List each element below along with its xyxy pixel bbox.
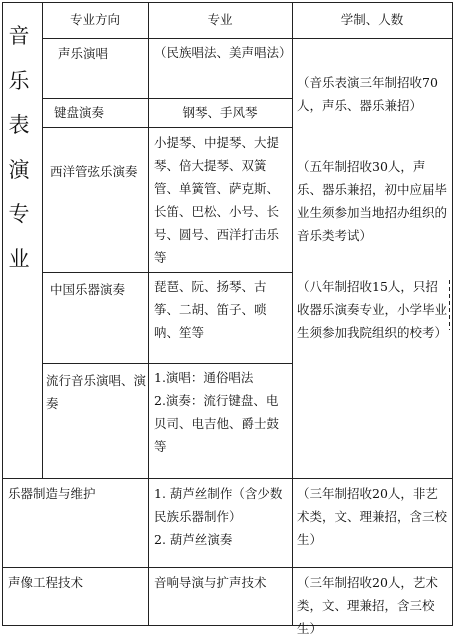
major-keyboard: 钢琴、手风琴: [182, 105, 258, 120]
note-eight-year: （八年制招收15人，只招收器乐演奏专业，小学毕业生须参加我院组织的校考）: [297, 279, 448, 340]
header-major: 专业: [207, 12, 233, 27]
direction-chinese: 中国乐器演奏: [50, 282, 126, 297]
header-duration: 学制、人数: [340, 12, 404, 27]
header-direction: 专业方向: [69, 12, 120, 27]
vertical-char: 专: [8, 202, 30, 226]
note-five-year: （五年制招收30人，声乐、器乐兼招，初中应届毕业生须参加当地招办组织的音乐类考试）: [297, 159, 448, 243]
major-pop: 1.演唱：通俗唱法 2.演奏：流行键盘、电贝司、电吉他、爵士鼓等: [154, 370, 280, 454]
dashed-marker: [449, 280, 450, 330]
instrument-major: 1. 葫芦丝制作（含少数民族乐器制作） 2. 葫芦丝演奏: [154, 486, 283, 547]
instrument-duration: （三年制招收20人，非艺术类，文、理兼招，含三校生）: [297, 486, 448, 547]
column-divider: [292, 2, 293, 626]
direction-pop: 流行音乐演唱、演奏: [46, 373, 147, 411]
vertical-char: 业: [8, 246, 30, 271]
direction-vocal: 声乐演唱: [58, 46, 109, 61]
note-three-year: （音乐表演三年制招收70人，声乐、器乐兼招）: [297, 75, 438, 113]
vertical-char: 表: [8, 113, 30, 137]
row-divider: [42, 98, 292, 99]
direction-keyboard: 键盘演奏: [54, 105, 105, 120]
audio-duration: （三年制招收20人，艺术类，文、理兼招，含三校生）: [297, 575, 438, 636]
major-vocal: （民族唱法、美声唱法）: [154, 45, 292, 60]
instrument-program-name: 乐器制造与维护: [8, 486, 96, 501]
table-border-top: [2, 2, 452, 3]
music-major-label: [6, 14, 32, 281]
row-divider: [42, 363, 292, 364]
header-divider: [42, 38, 452, 39]
column-divider: [148, 2, 149, 626]
section-divider: [2, 478, 452, 479]
row-divider: [42, 127, 292, 128]
vertical-char: 音: [8, 24, 30, 48]
vertical-char: 演: [8, 157, 30, 182]
vertical-char: 乐: [8, 68, 30, 93]
major-chinese: 琵琶、阮、扬琴、古筝、二胡、笛子、唢呐、笙等: [154, 279, 267, 340]
section-divider: [2, 567, 452, 568]
row-divider: [42, 272, 292, 273]
table-border-left: [2, 2, 3, 626]
direction-western: 西洋管弦乐演奏: [50, 164, 138, 179]
column-divider: [42, 2, 43, 479]
audio-major: 音响导演与扩声技术: [154, 575, 267, 590]
table-border-right: [452, 2, 453, 626]
audio-program-name: 声像工程技术: [8, 575, 84, 590]
major-western: 小提琴、中提琴、大提琴、倍大提琴、双簧管、单簧管、萨克斯、长笛、巴松、小号、长号、圆号、西洋打击乐等: [154, 135, 280, 265]
